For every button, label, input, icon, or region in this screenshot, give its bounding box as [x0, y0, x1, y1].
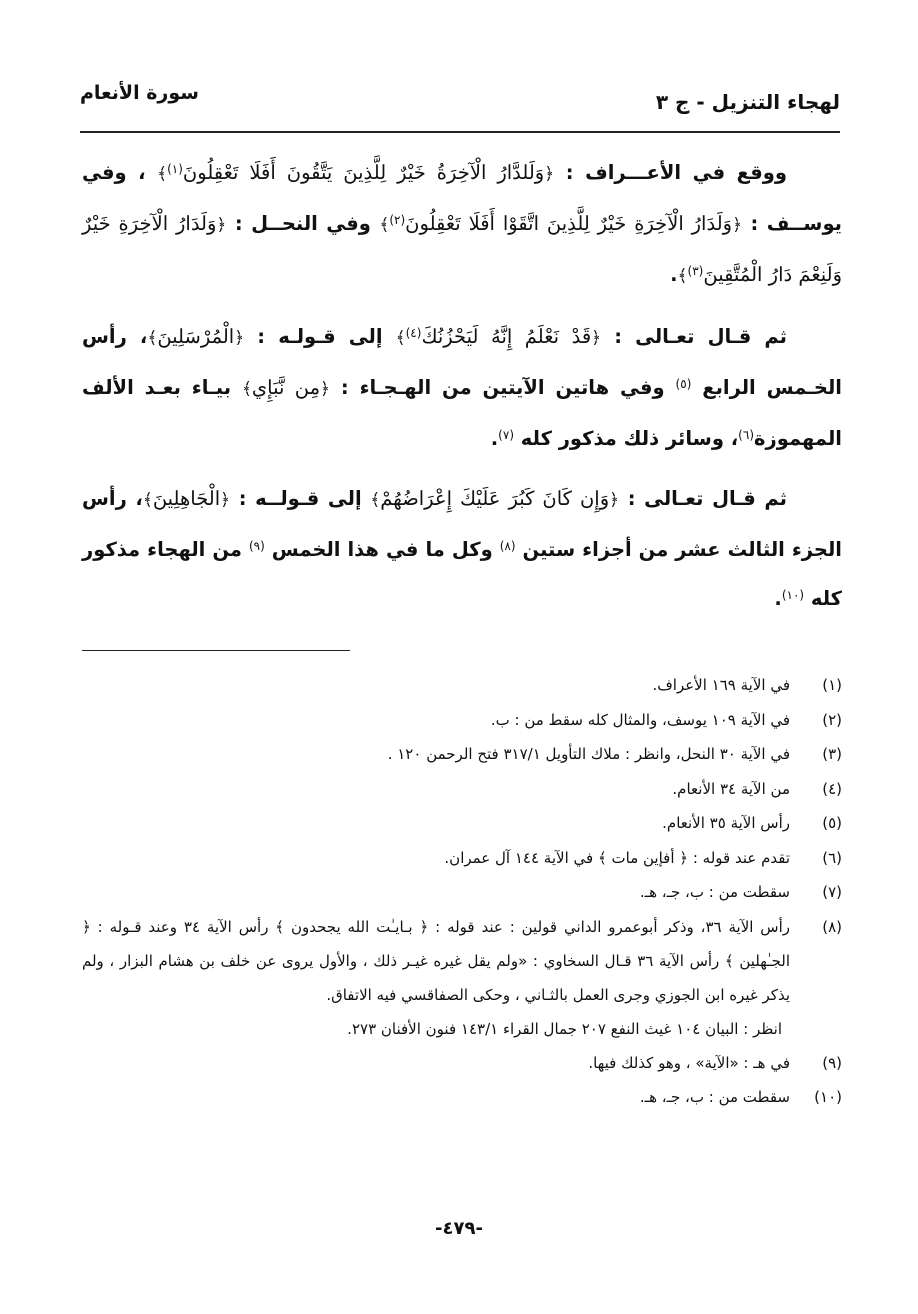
text-run: ، وسائر ذلك مذكور كله: [514, 427, 739, 450]
quran-verse: الْجَاهِلِينَ: [152, 487, 221, 510]
footnote-marker: (٣): [687, 264, 704, 278]
footnote: [82, 737, 842, 772]
verse-bracket: ﴾: [142, 490, 153, 510]
footnote-marker: (١): [167, 162, 183, 176]
text-run: ، وفي يوســف :: [82, 161, 843, 235]
paragraph: [82, 474, 842, 623]
text-run: ثم قـال تعـالى :: [619, 487, 788, 510]
quran-verse: قَدْ نَعْلَمُ إِنَّهُ لَيَحْزُنُكَ: [421, 325, 592, 348]
footnote-marker: (٤): [405, 326, 422, 340]
footnote: [82, 910, 842, 1046]
footnote-number: (٦): [822, 848, 842, 867]
footnote-text: في الآية ٣٠ النحل، وانظر : ملاك التأويل ٣١٧/١ فتح الرحمن ١٢٠ .: [387, 745, 790, 763]
book-title: لهجاء التنزيل - ج ٣: [655, 90, 840, 114]
quran-verse: الْمُرْسَلِينَ: [157, 325, 235, 348]
footnote-text: سقطت من : ب، جـ، هـ.: [639, 883, 790, 901]
footnote: [82, 841, 842, 876]
verse-bracket: ﴿: [220, 490, 231, 510]
footnote: [82, 772, 842, 807]
quran-verse: مِن نَّبَإِي: [251, 376, 321, 399]
verse-bracket: ﴿: [544, 164, 555, 184]
footnote-number: (٩): [822, 1053, 842, 1072]
footnote-text: سقطت من : ب، جـ، هـ.: [639, 1088, 790, 1106]
footnote-marker: (٦): [738, 428, 754, 442]
paragraph: [82, 312, 842, 463]
footnote: [82, 1080, 842, 1115]
footnote: [82, 806, 842, 841]
text-run: إلى قـولــه :: [230, 487, 371, 510]
text-run: .: [774, 587, 782, 610]
footnote-number: (١٠): [814, 1088, 842, 1106]
quran-verse: وَلَلدَّارُ الْآخِرَةُ خَيْرٌ لِلَّذِينَ يَتَّقُونَ أَفَلَا تَعْقِلُونَ: [182, 161, 545, 184]
verse-bracket: ﴾: [379, 215, 390, 235]
running-header: [80, 82, 840, 122]
verse-bracket: ﴾: [677, 266, 688, 286]
footnote-number: (٤): [822, 779, 842, 798]
text-run: وفي هاتين الآيتين من الهـجـاء :: [330, 376, 676, 399]
footnote-text: رأس الآية ٣٥ الأنعام.: [662, 814, 790, 832]
text-run: وكل ما في هذا الخمس: [264, 538, 500, 561]
footnote-text: تقدم عند قوله : ﴿ أفإين مات ﴾ في الآية ١٤٤ آل عمران.: [444, 848, 790, 867]
footnote-text: رأس الآية ٣٦، وذكر أبوعمرو الداني قولين : عند قوله : ﴿ بـايـٰت الله يجحدون ﴾ رأس الآية ٣٤ وعند قـوله : ﴿ الجـٰهلين ﴾ رأس الآية ٣٦ قـال السخاوي : «ولم يقل غيره غيـر ذلك ، والأول يروى عن خلف بن هشام البزار ، ولم يذكر غيره ابن الجوزي وجرى العمل بالثـاني ، وحكى الصفاقسي فيه الاتفاق.: [82, 917, 791, 1004]
verse-bracket: ﴾: [395, 328, 406, 348]
verse-bracket: ﴿: [591, 328, 602, 348]
footnote-number: (١): [822, 676, 842, 694]
footnotes: [82, 668, 842, 1115]
footnote-number: (٥): [822, 814, 842, 832]
text-run: من الهجاء مذكور كله: [82, 538, 842, 610]
text-run: ثم قـال تعـالى :: [601, 325, 788, 348]
verse-bracket: ﴿: [732, 215, 743, 235]
footnote-marker: (٢): [389, 213, 406, 227]
footnote: [82, 668, 842, 703]
footnote-text: في الآية ١٠٩ يوسف، والمثال كله سقط من : ب.: [490, 710, 790, 729]
footnote-number: (٧): [822, 883, 842, 901]
footnote-number: (٣): [822, 745, 842, 763]
footnote: [82, 703, 842, 738]
quran-verse: وَإِن كَانَ كَبُرَ عَلَيْكَ إِعْرَاضُهُمْ: [380, 487, 610, 510]
verse-bracket: ﴿: [320, 379, 330, 399]
text-run: ووقع في الأعـــراف :: [554, 161, 787, 184]
text-run: ، رأس الخـمس الرابع: [82, 325, 842, 399]
surah-title: سورة الأنعام: [80, 82, 199, 104]
footnote-marker: (١٠): [781, 588, 805, 602]
footnote-text: من الآية ٣٤ الأنعام.: [672, 779, 790, 798]
footnote-marker: (٨): [499, 539, 516, 553]
text-run: .: [670, 263, 678, 286]
verse-bracket: ﴾: [241, 379, 252, 399]
footnote-marker: (٥): [675, 377, 692, 391]
footnote-text: في هـ : «الآية» ، وهو كذلك فيها.: [588, 1053, 790, 1072]
text-run: .: [490, 427, 499, 450]
text-run: وفي النحــل :: [226, 212, 380, 235]
verse-bracket: ﴿: [216, 215, 227, 235]
page-number: -٤٧٩-: [435, 1218, 483, 1239]
main-text: [82, 148, 842, 634]
verse-bracket: ﴾: [370, 490, 381, 510]
text-run: إلى قـولـه :: [244, 325, 396, 348]
footnote-number: (٨): [822, 917, 842, 936]
footnote-marker: (٧): [498, 428, 514, 442]
footnote-text: في الآية ١٦٩ الأعراف.: [652, 676, 790, 694]
footnote: [82, 1046, 842, 1081]
footnote-separator: [82, 650, 350, 651]
quran-verse: وَلَدَارُ الْآخِرَةِ خَيْرٌ لِلَّذِينَ اتَّقَوْا أَفَلَا تَعْقِلُونَ: [405, 212, 733, 235]
footnote-marker: (٩): [248, 539, 265, 553]
footnote-number: (٢): [822, 710, 842, 729]
paragraph: [82, 148, 842, 301]
verse-bracket: ﴾: [147, 328, 158, 348]
text-run: بيـاء بعـد الألف المهموزة: [82, 376, 842, 450]
header-rule: [80, 131, 840, 133]
footnote-reference: انظر : البيان ١٠٤ غيث النفع ٢٠٧ جمال القراء ١٤٣/١ فنون الأفنان ٢٧٣.: [347, 1019, 782, 1038]
verse-bracket: ﴿: [234, 328, 245, 348]
verse-bracket: ﴾: [157, 164, 168, 184]
footnote: [82, 875, 842, 910]
text-run: ، رأس الجزء الثالث عشر من أجزاء ستين: [82, 487, 842, 561]
verse-bracket: ﴿: [609, 490, 620, 510]
quran-verse: وَلَدَارُ الْآخِرَةِ خَيْرٌ وَلَنِعْمَ دَارُ الْمُتَّقِينَ: [82, 212, 842, 286]
